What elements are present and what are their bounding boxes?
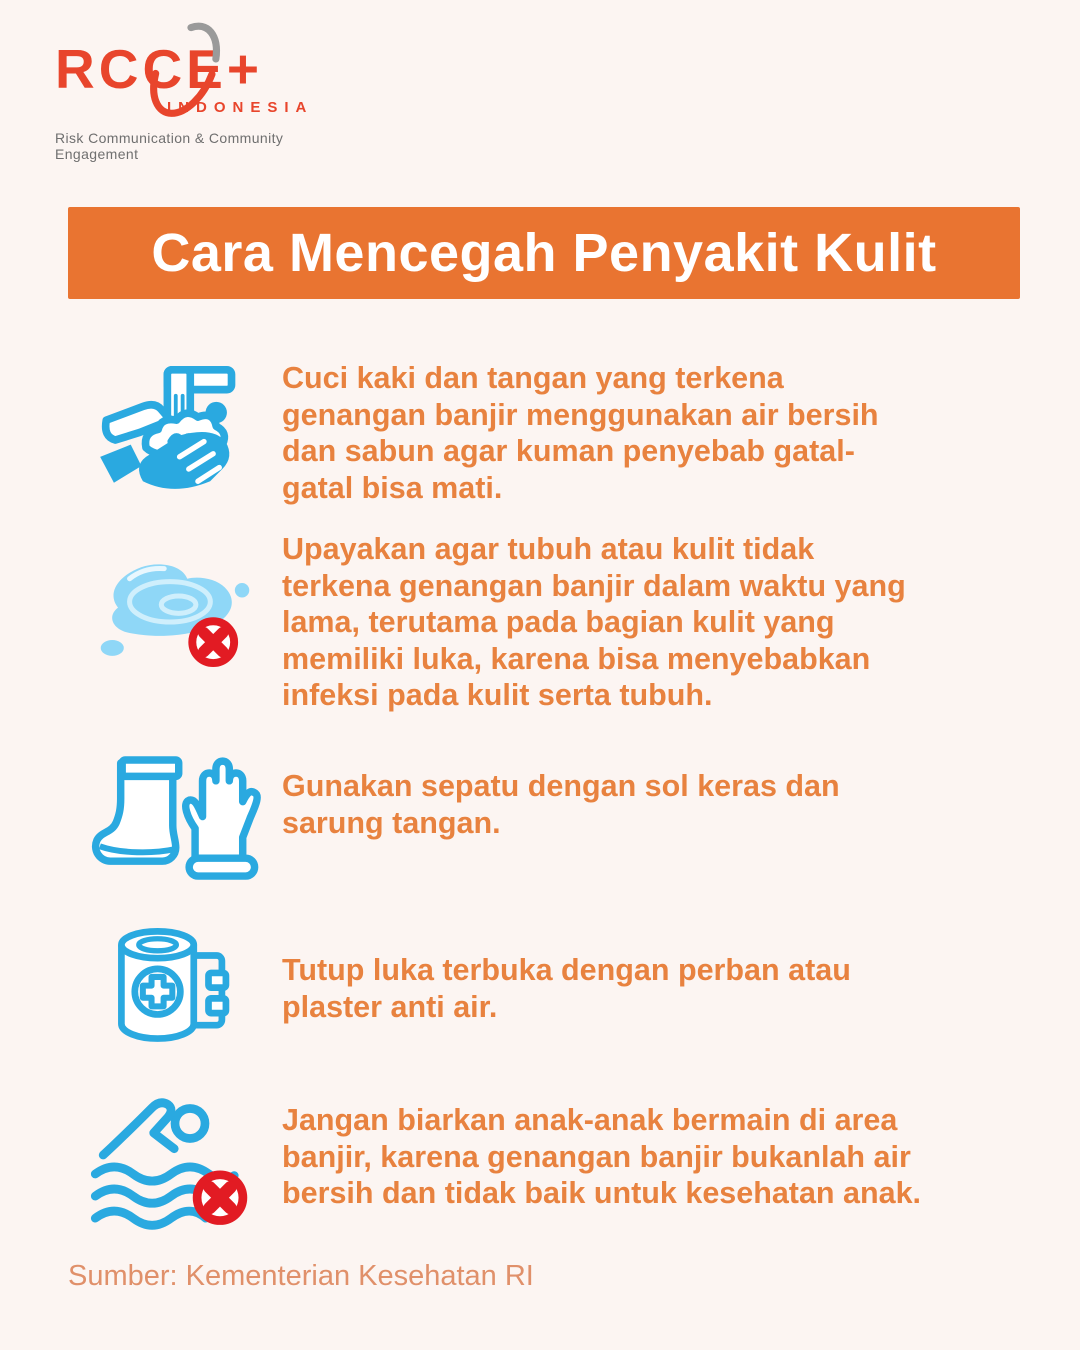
rcce-logo <box>55 38 355 162</box>
item-text: Gunakan sepatu dengan sol keras dan sarung tangan. <box>282 769 840 840</box>
prohibited-x-icon <box>197 1175 243 1221</box>
item-text: Cuci kaki dan tangan yang terkena genangan banjir menggunakan air bersih dan sabun agar kuman penyebab gatal-gatal bisa mati. <box>282 361 879 505</box>
item-text: Upayakan agar tubuh atau kulit tidak terkena genangan banjir dalam waktu yang lama, terutama pada bagian kulit yang memiliki luka, karena bisa menyebabkan infeksi pada kulit serta tubuh. <box>282 532 906 712</box>
list-item-avoid-floodwater <box>80 531 1020 714</box>
flood-puddle-prohibited-icon <box>92 547 258 684</box>
item-text: Tutup luka terbuka dengan perban atau plaster anti air. <box>282 953 851 1024</box>
list-item-wash-hands <box>80 360 1020 515</box>
item-text: Jangan biarkan anak-anak bermain di area banjir, karena genangan banjir bukanlah air bersih dan tidak baik untuk kesehatan anak. <box>282 1103 922 1210</box>
rcce-logo-country: INDONESIA <box>167 99 314 116</box>
washing-hands-icon <box>91 362 259 515</box>
prohibited-x-icon <box>192 621 234 663</box>
title-banner <box>68 207 1020 299</box>
rubber-boot-and-glove-icon <box>82 754 268 888</box>
bandage-roll-icon <box>101 922 249 1056</box>
list-item-boots-gloves <box>80 752 1020 888</box>
rcce-logo-wordmark: RCCE+ <box>55 38 263 100</box>
rcce-logo-tagline: Risk Communication & Community Engagement <box>55 130 284 162</box>
page-title: Cara Mencegah Penyakit Kulit <box>151 223 937 283</box>
source-attribution: Sumber: Kementerian Kesehatan RI <box>68 1260 534 1292</box>
list-item-cover-wounds <box>80 920 1020 1056</box>
list-item-no-children-playing <box>80 1080 1020 1234</box>
no-swimming-child-icon <box>84 1084 266 1234</box>
